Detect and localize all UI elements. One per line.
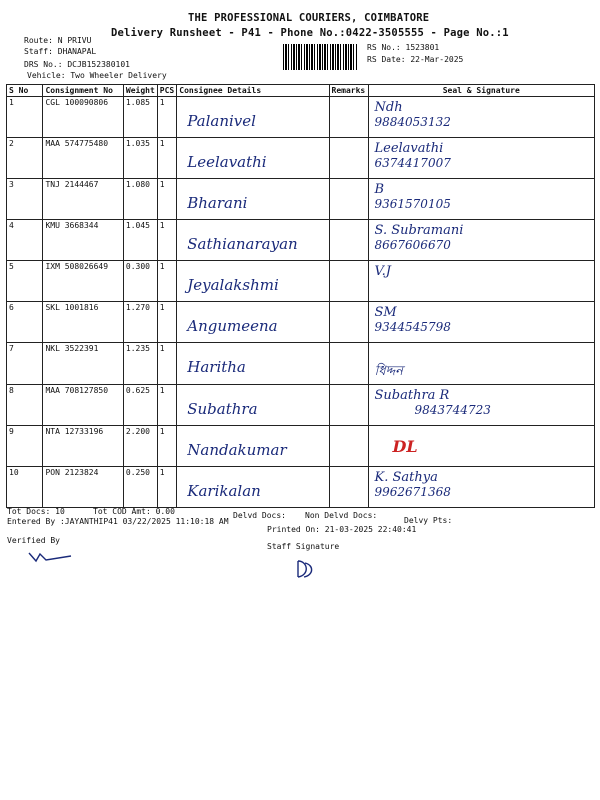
cell-sno: 4 bbox=[7, 220, 43, 261]
staff-signature-mark bbox=[292, 557, 318, 581]
cell-consignee bbox=[177, 302, 329, 343]
total-cod: Tot COD Amt: 0.00 bbox=[93, 507, 175, 516]
consignee-name: Leelavathi bbox=[187, 153, 267, 171]
table-row bbox=[7, 138, 595, 179]
non-delivered-docs: Non Delvd Docs: bbox=[305, 511, 378, 520]
consignee-name: Sathianarayan bbox=[187, 235, 298, 253]
signature-phone: 9344545798 bbox=[374, 320, 451, 334]
runsheet-table bbox=[6, 84, 595, 508]
cell-pcs: 1 bbox=[157, 302, 176, 343]
cell-consignment: MAA 574775480 bbox=[43, 138, 123, 179]
signature-mark: Subathra R bbox=[374, 388, 450, 403]
signature-mark: SM bbox=[374, 305, 397, 320]
cell-remarks bbox=[329, 467, 368, 508]
col-signature: Seal & Signature bbox=[368, 85, 595, 97]
cell-pcs: 1 bbox=[157, 220, 176, 261]
table-row bbox=[7, 220, 595, 261]
rs-date: RS Date: 22-Mar-2025 bbox=[367, 55, 464, 64]
cell-signature bbox=[368, 138, 595, 179]
cell-pcs: 1 bbox=[157, 467, 176, 508]
signature bbox=[375, 262, 391, 279]
printed-on: Printed On: 21-03-2025 22:40:41 bbox=[267, 525, 417, 534]
route: Route: N PRIVU bbox=[24, 36, 92, 45]
signature bbox=[375, 468, 451, 499]
signature-phone: 9962671368 bbox=[374, 485, 451, 499]
table-row bbox=[7, 261, 595, 302]
cell-consignment: PON 2123824 bbox=[43, 467, 123, 508]
verified-signature-mark bbox=[26, 548, 76, 564]
cell-pcs: 1 bbox=[157, 385, 176, 426]
signature-mark: K. Sathya bbox=[374, 470, 438, 485]
signature bbox=[375, 180, 451, 211]
company-title: THE PROFESSIONAL COURIERS, COIMBATORE bbox=[188, 12, 430, 24]
staff: Staff: DHANAPAL bbox=[24, 47, 97, 56]
cell-signature bbox=[368, 97, 595, 138]
cell-remarks bbox=[329, 138, 368, 179]
signature bbox=[375, 98, 451, 129]
cell-consignee bbox=[177, 97, 329, 138]
cell-signature bbox=[368, 261, 595, 302]
col-consignment: Consignment No bbox=[43, 85, 123, 97]
cell-remarks bbox=[329, 343, 368, 385]
cell-sno: 3 bbox=[7, 179, 43, 220]
signature-mark: B bbox=[374, 182, 385, 197]
consignee-name: Palanivel bbox=[187, 112, 256, 130]
cell-consignee bbox=[177, 261, 329, 302]
signature bbox=[375, 139, 451, 170]
cell-pcs: 1 bbox=[157, 261, 176, 302]
cell-sno: 10 bbox=[7, 467, 43, 508]
signature bbox=[375, 344, 403, 383]
signature-mark: Ndh bbox=[374, 100, 403, 115]
cell-consignment: SKL 1001816 bbox=[43, 302, 123, 343]
cell-remarks bbox=[329, 302, 368, 343]
signature bbox=[375, 221, 464, 252]
consignee-name: Bharani bbox=[187, 194, 248, 212]
cell-sno: 5 bbox=[7, 261, 43, 302]
cell-weight: 0.300 bbox=[123, 261, 157, 302]
cell-consignment: TNJ 2144467 bbox=[43, 179, 123, 220]
cell-pcs: 1 bbox=[157, 97, 176, 138]
signature-phone: 9884053132 bbox=[374, 115, 451, 129]
cell-weight: 1.035 bbox=[123, 138, 157, 179]
cell-sno: 8 bbox=[7, 385, 43, 426]
cell-signature bbox=[368, 385, 595, 426]
cell-weight: 0.625 bbox=[123, 385, 157, 426]
cell-pcs: 1 bbox=[157, 138, 176, 179]
signature-scribble: ধিদ্দন bbox=[374, 364, 403, 379]
cell-consignee bbox=[177, 220, 329, 261]
cell-pcs: 1 bbox=[157, 179, 176, 220]
cell-weight: 1.080 bbox=[123, 179, 157, 220]
rs-number: RS No.: 1523801 bbox=[367, 43, 440, 52]
signature bbox=[375, 386, 491, 417]
cell-sno: 9 bbox=[7, 426, 43, 467]
entered-by: Entered By :JAYANTHIP41 03/22/2025 11:10:18 AM bbox=[7, 517, 229, 526]
cell-remarks bbox=[329, 97, 368, 138]
cell-sno: 1 bbox=[7, 97, 43, 138]
cell-weight: 1.235 bbox=[123, 343, 157, 385]
staff-signature-label: Staff Signature bbox=[267, 542, 340, 551]
drs-number: DRS No.: DCJB152380101 bbox=[24, 60, 130, 69]
signature-mark: S. Subramani bbox=[374, 223, 464, 238]
cell-weight: 1.270 bbox=[123, 302, 157, 343]
cell-signature bbox=[368, 220, 595, 261]
consignee-name: Angumeena bbox=[187, 317, 278, 335]
verified-by-label: Verified By bbox=[7, 536, 60, 545]
consignee-name: Haritha bbox=[187, 358, 246, 376]
cell-consignment: CGL 100090806 bbox=[43, 97, 123, 138]
col-consignee: Consignee Details bbox=[177, 85, 329, 97]
cell-sno: 2 bbox=[7, 138, 43, 179]
cell-weight: 1.045 bbox=[123, 220, 157, 261]
cell-consignment: MAA 708127850 bbox=[43, 385, 123, 426]
table-row bbox=[7, 97, 595, 138]
signature-mark: Leelavathi bbox=[374, 141, 444, 156]
cell-consignment: KMU 3668344 bbox=[43, 220, 123, 261]
consignee-name: Karikalan bbox=[187, 482, 261, 500]
cell-weight: 2.200 bbox=[123, 426, 157, 467]
cell-remarks bbox=[329, 179, 368, 220]
table-row bbox=[7, 467, 595, 508]
table-row bbox=[7, 302, 595, 343]
cell-sno: 6 bbox=[7, 302, 43, 343]
signature-phone: 6374417007 bbox=[374, 156, 451, 170]
signature-phone: 8667606670 bbox=[374, 238, 451, 252]
cell-remarks bbox=[329, 261, 368, 302]
col-sno: S No bbox=[7, 85, 43, 97]
total-docs: Tot Docs: 10 bbox=[7, 507, 65, 516]
cell-consignment: NKL 3522391 bbox=[43, 343, 123, 385]
table-row bbox=[7, 343, 595, 385]
table-header-row bbox=[7, 85, 595, 97]
col-weight: Weight bbox=[123, 85, 157, 97]
cell-remarks bbox=[329, 220, 368, 261]
cell-consignment: NTA 12733196 bbox=[43, 426, 123, 467]
delivered-docs: Delvd Docs: bbox=[233, 511, 286, 520]
cell-consignee bbox=[177, 467, 329, 508]
col-pcs: PCS bbox=[157, 85, 176, 97]
table-row bbox=[7, 426, 595, 467]
cell-pcs: 1 bbox=[157, 343, 176, 385]
cell-remarks bbox=[329, 385, 368, 426]
consignee-name: Jeyalakshmi bbox=[187, 276, 279, 294]
cell-consignee bbox=[177, 426, 329, 467]
cell-sno: 7 bbox=[7, 343, 43, 385]
cell-signature bbox=[368, 179, 595, 220]
signature-mark: V.J bbox=[374, 264, 391, 279]
table-row bbox=[7, 385, 595, 426]
cell-remarks bbox=[329, 426, 368, 467]
delivery-points: Delvy Pts: bbox=[404, 516, 453, 525]
cell-weight: 1.085 bbox=[123, 97, 157, 138]
cell-pcs: 1 bbox=[157, 426, 176, 467]
cell-signature bbox=[368, 302, 595, 343]
cell-signature bbox=[368, 343, 595, 385]
runsheet-title: Delivery Runsheet - P41 - Phone No.:0422-3505555 - Page No.:1 bbox=[111, 27, 509, 39]
cell-consignee bbox=[177, 343, 329, 385]
signature-phone: 9361570105 bbox=[374, 197, 451, 211]
signature bbox=[375, 303, 451, 334]
cell-signature bbox=[368, 426, 595, 467]
cell-signature bbox=[368, 467, 595, 508]
barcode bbox=[283, 44, 358, 70]
cell-weight: 0.250 bbox=[123, 467, 157, 508]
cell-consignee bbox=[177, 385, 329, 426]
table-row bbox=[7, 179, 595, 220]
vehicle: Vehicle: Two Wheeler Delivery bbox=[27, 71, 167, 80]
cell-consignee bbox=[177, 179, 329, 220]
cell-consignment: IXM 508026649 bbox=[43, 261, 123, 302]
consignee-name: Nandakumar bbox=[187, 441, 287, 459]
consignee-name: Subathra bbox=[187, 400, 258, 418]
signature-red: DL bbox=[392, 437, 418, 456]
col-remarks: Remarks bbox=[329, 85, 368, 97]
cell-consignee bbox=[177, 138, 329, 179]
signature-phone: 9843744723 bbox=[414, 403, 491, 417]
